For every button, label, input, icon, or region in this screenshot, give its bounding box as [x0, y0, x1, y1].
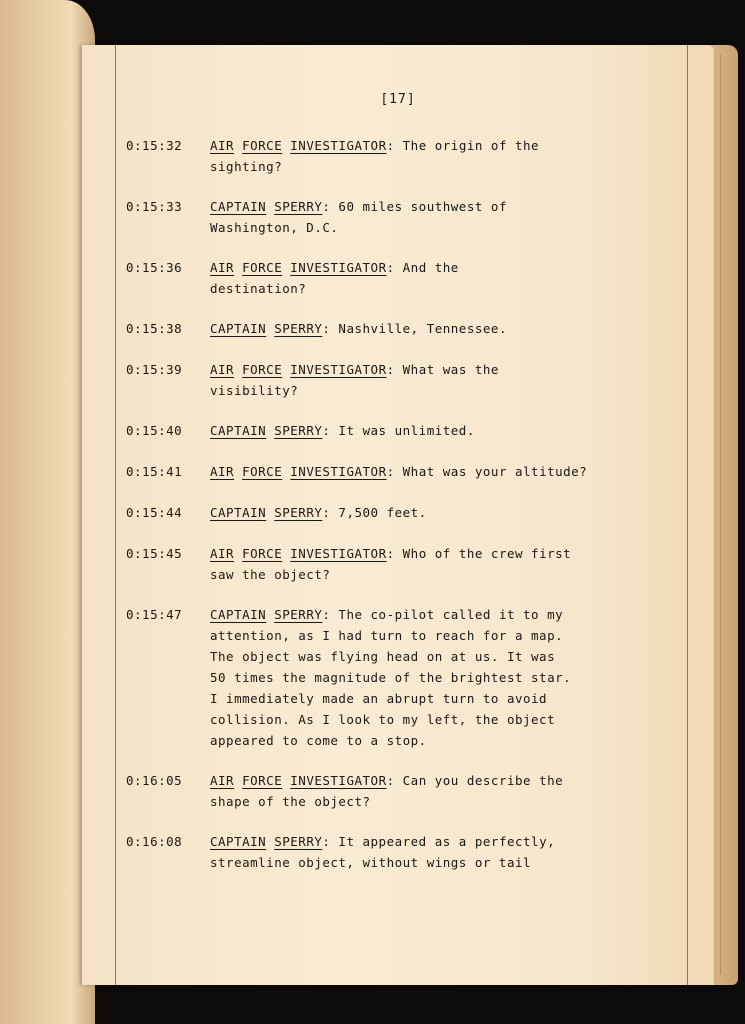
speaker-name-word: SPERRY — [274, 423, 323, 438]
spoken-line: : And the destination? — [210, 260, 459, 296]
transcript-entry — [126, 257, 686, 299]
speaker-name-word: INVESTIGATOR — [290, 138, 387, 153]
speaker-name-word: AIR — [210, 464, 235, 479]
spoken-line: : What was the visibility? — [210, 362, 499, 398]
speaker-name-word: FORCE — [242, 546, 283, 561]
speaker-name-word: INVESTIGATOR — [290, 362, 387, 377]
speaker-name-word: FORCE — [242, 773, 283, 788]
speaker-name-word: FORCE — [242, 138, 283, 153]
dialogue-text — [210, 461, 686, 483]
speaker-name-word: FORCE — [242, 260, 283, 275]
spoken-line: : Can you describe the shape of the object? — [210, 773, 564, 809]
timestamp: 0:15:33 — [126, 199, 183, 214]
transcript-entry — [126, 359, 686, 401]
speaker-name-word: SPERRY — [274, 321, 323, 336]
transcript-entry — [126, 461, 686, 483]
speaker-name-word: AIR — [210, 773, 235, 788]
spoken-line: : Who of the crew first saw the object? — [210, 546, 572, 582]
spoken-line: : What was your altitude? — [386, 464, 588, 479]
transcript-page — [82, 45, 714, 985]
transcript-entry — [126, 831, 686, 873]
dialogue-text — [210, 359, 686, 401]
speaker-name-word: CAPTAIN — [210, 505, 267, 520]
dialogue-text — [210, 831, 686, 873]
speaker-name-word: CAPTAIN — [210, 607, 267, 622]
dialogue-text — [210, 543, 686, 585]
spoken-line: : 60 miles southwest of Washington, D.C. — [210, 199, 507, 235]
speaker-name-word: SPERRY — [274, 834, 323, 849]
page-number: [17] — [380, 92, 416, 107]
timestamp: 0:15:38 — [126, 321, 183, 336]
dialogue-text — [210, 257, 686, 299]
speaker-name-word: CAPTAIN — [210, 423, 267, 438]
dialogue-text — [210, 420, 686, 442]
dialogue-text — [210, 770, 686, 812]
timestamp: 0:15:32 — [126, 138, 183, 153]
speaker-name-word: AIR — [210, 546, 235, 561]
spoken-line: : Nashville, Tennessee. — [322, 321, 507, 336]
transcript-entries — [126, 135, 686, 892]
speaker-name-word: CAPTAIN — [210, 834, 267, 849]
spoken-line: : It was unlimited. — [322, 423, 475, 438]
speaker-name-word: SPERRY — [274, 199, 323, 214]
transcript-entry — [126, 770, 686, 812]
dialogue-text — [210, 196, 686, 238]
transcript-entry — [126, 604, 686, 751]
transcript-entry — [126, 420, 686, 442]
speaker-name-word: SPERRY — [274, 505, 323, 520]
timestamp: 0:15:39 — [126, 362, 183, 377]
speaker-name-word: FORCE — [242, 464, 283, 479]
dialogue-text — [210, 135, 686, 177]
transcript-entry — [126, 196, 686, 238]
speaker-name-word: INVESTIGATOR — [290, 464, 387, 479]
transcript-entry — [126, 318, 686, 340]
timestamp: 0:15:45 — [126, 546, 183, 561]
spoken-line: : The origin of the sighting? — [210, 138, 540, 174]
transcript-entry — [126, 135, 686, 177]
timestamp: 0:15:47 — [126, 607, 183, 622]
transcript-entry — [126, 543, 686, 585]
speaker-name-word: AIR — [210, 138, 235, 153]
transcript-entry — [126, 502, 686, 524]
timestamp: 0:16:05 — [126, 773, 183, 788]
dialogue-text — [210, 604, 686, 751]
speaker-name-word: INVESTIGATOR — [290, 773, 387, 788]
timestamp: 0:15:40 — [126, 423, 183, 438]
spoken-line: : 7,500 feet. — [322, 505, 427, 520]
timestamp: 0:15:36 — [126, 260, 183, 275]
speaker-name-word: CAPTAIN — [210, 321, 267, 336]
left-margin-rule — [115, 45, 116, 985]
speaker-name-word: SPERRY — [274, 607, 323, 622]
right-margin-rule — [687, 45, 688, 985]
spoken-line: : It appeared as a perfectly, streamline object, without wings or tail — [210, 834, 556, 870]
speaker-name-word: INVESTIGATOR — [290, 260, 387, 275]
speaker-name-word: INVESTIGATOR — [290, 546, 387, 561]
dialogue-text — [210, 502, 686, 524]
dialogue-text — [210, 318, 686, 340]
speaker-name-word: CAPTAIN — [210, 199, 267, 214]
timestamp: 0:16:08 — [126, 834, 183, 849]
spoken-line: : The co-pilot called it to my attention, as I had turn to reach for a map. The object was flying head on at us. It was 50 times the magnitude of the brightest star. I immediately made an abrupt turn to avoid collision. As I look to my left, the object appeared to come to a stop. — [210, 607, 572, 748]
speaker-name-word: AIR — [210, 362, 235, 377]
timestamp: 0:15:41 — [126, 464, 183, 479]
facing-page-edge — [0, 0, 95, 1024]
timestamp: 0:15:44 — [126, 505, 183, 520]
speaker-name-word: AIR — [210, 260, 235, 275]
speaker-name-word: FORCE — [242, 362, 283, 377]
